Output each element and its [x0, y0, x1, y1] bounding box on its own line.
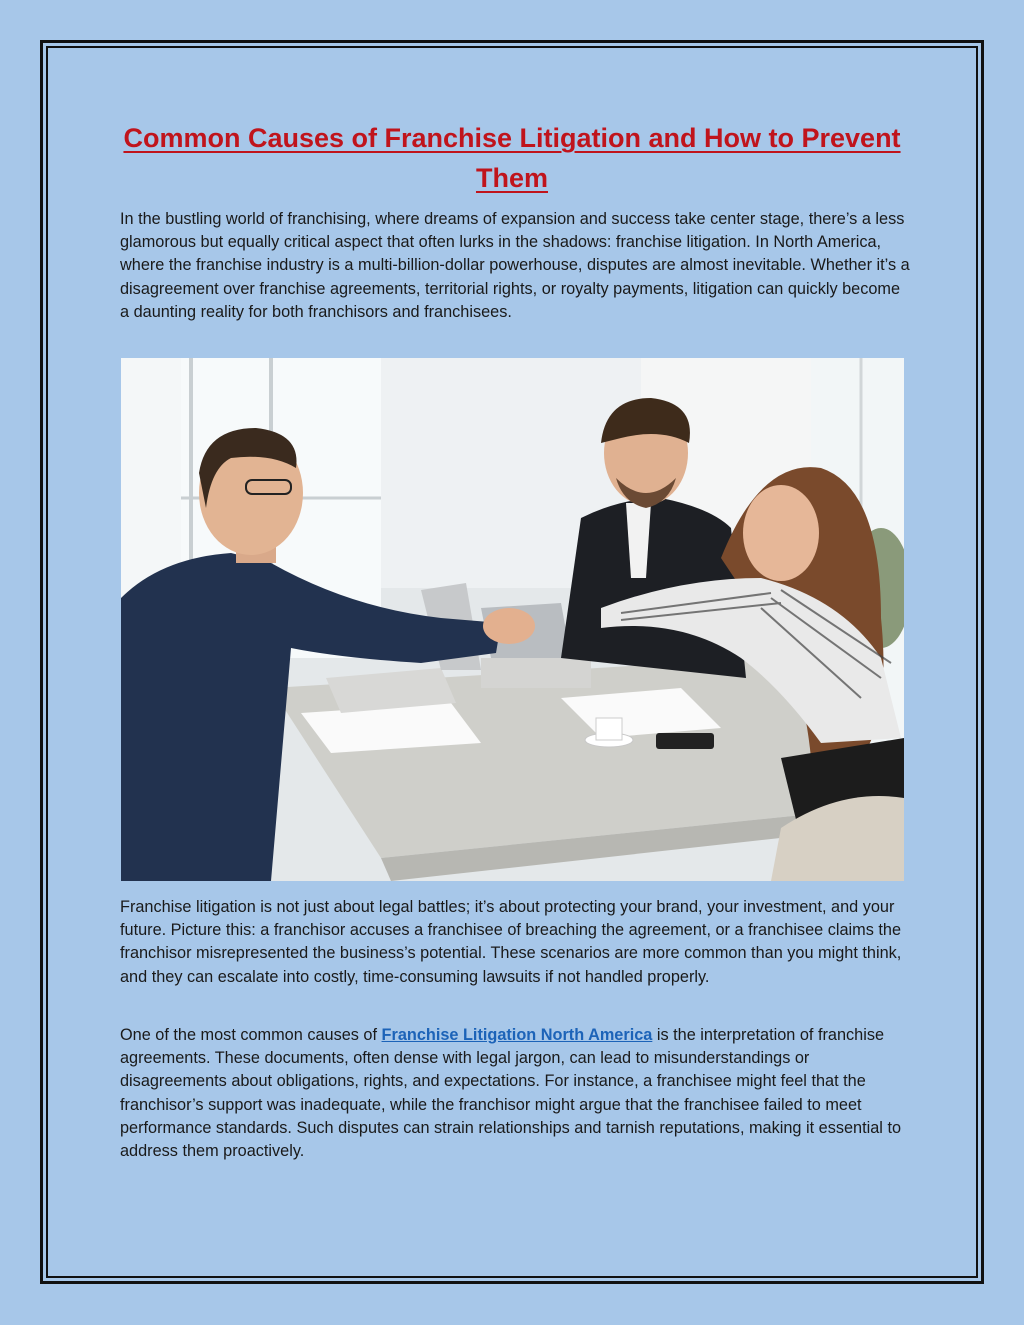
intro-paragraph: In the bustling world of franchising, where dreams of expansion and success take center stage, there’s a less glamorous but equally critical aspect that often lurks in the shadows: franchise litigation. In North America, where the franchise industry is a multi-billion-dollar powerhouse, disputes are almost inevitable. Whether it’s a disagreement over franchise agreements, territorial rights, or royalty payments, litigation can quickly become a daunting reality for both franchisors and franchisees.: [120, 210, 910, 321]
article-title: Common Causes of Franchise Litigation and How to Prevent Them: [123, 123, 901, 193]
business-handshake-photo: [121, 358, 904, 881]
franchise-litigation-link[interactable]: Franchise Litigation North America: [381, 1026, 653, 1044]
body-paragraph-3: [120, 1024, 910, 1163]
paragraph3-text-before: One of the most common causes of: [120, 1026, 382, 1044]
body-paragraph-2: Franchise litigation is not just about legal battles; it’s about protecting your brand, your investment, and your future. Picture this: a franchisor accuses a franchisee of breaching the agreement, or a franchisee claims the franchisor misrepresented the business’s potential. These scenarios are more common than you might think, and they can escalate into costly, time-consuming lawsuits if not handled properly.: [120, 898, 902, 986]
paragraph3-text-after: is the interpretation of franchise agreements. These documents, often dense with legal jargon, can lead to misunderstandings or disagreements about obligations, rights, and expectations. For instance, a franchisee might feel that the franchisor’s support was inadequate, while the franchisor might argue that the franchisee failed to meet performance standards. Such disputes can strain relationships and tarnish reputations, making it essential to address them proactively.: [120, 1026, 902, 1161]
